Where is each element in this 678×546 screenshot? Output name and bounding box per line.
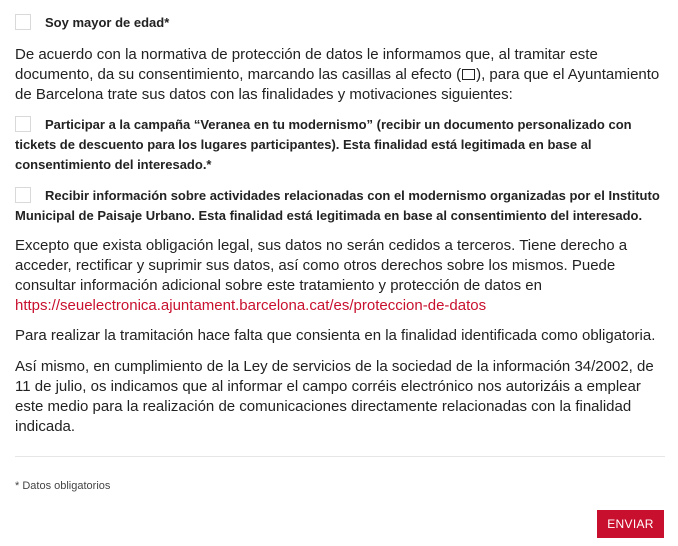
- campaign-checkbox-label: Participar a la campaña “Veranea en tu modernismo” (recibir un documento personalizado con tickets de descuento para los lugares participantes). Esta finalidad está legitimada en base al consentimiento del interesado.*: [15, 117, 632, 172]
- checkbox-glyph-icon: [462, 69, 475, 80]
- adult-checkbox-row[interactable]: [15, 13, 169, 33]
- consent-note: Para realizar la tramitación hace falta que consienta en la finalidad identificada como obligatoria.: [15, 327, 656, 344]
- adult-checkbox[interactable]: [15, 14, 31, 30]
- campaign-checkbox[interactable]: [15, 116, 31, 132]
- rights-paragraph: [15, 236, 665, 316]
- info-checkbox-label: Recibir información sobre actividades relacionadas con el modernismo organizadas por el Instituto Municipal de Paisaje Urbano. Esta finalidad está legitimada en base al consentimiento del interesado.: [15, 188, 660, 223]
- submit-button[interactable]: ENVIAR: [597, 510, 664, 538]
- info-checkbox-row[interactable]: [15, 186, 665, 226]
- divider: [15, 456, 665, 457]
- campaign-checkbox-row[interactable]: [15, 115, 665, 175]
- intro-paragraph: [15, 45, 665, 105]
- info-checkbox[interactable]: [15, 187, 31, 203]
- law-note: Así mismo, en cumplimiento de la Ley de servicios de la sociedad de la información 34/2002, de 11 de julio, os indicamos que al informar el campo corréis electrónico nos autorizáis a emplear este medio para la realización de comunicaciones directamente relacionadas con la finalidad indicada.: [15, 358, 654, 435]
- rights-text: Excepto que exista obligación legal, sus datos no serán cedidos a terceros. Tiene derecho a acceder, rectificar y suprimir sus datos, así como otros derechos sobre los mismos. Puede consultar información adicional sobre este tratamiento y protección de datos en: [15, 237, 628, 294]
- intro-text-after: ), para que el Ayuntamiento de Barcelona trate sus datos con las finalidades y motivaciones siguientes:: [15, 66, 660, 103]
- required-footnote: * Datos obligatorios: [15, 480, 111, 492]
- data-protection-link[interactable]: https://seuelectronica.ajuntament.barcelona.cat/es/proteccion-de-datos: [15, 297, 487, 314]
- adult-checkbox-label: Soy mayor de edad*: [45, 15, 170, 30]
- intro-text-before: De acuerdo con la normativa de protección de datos le informamos que, al tramitar este documento, da su consentimiento, marcando las casillas al efecto (: [15, 46, 598, 83]
